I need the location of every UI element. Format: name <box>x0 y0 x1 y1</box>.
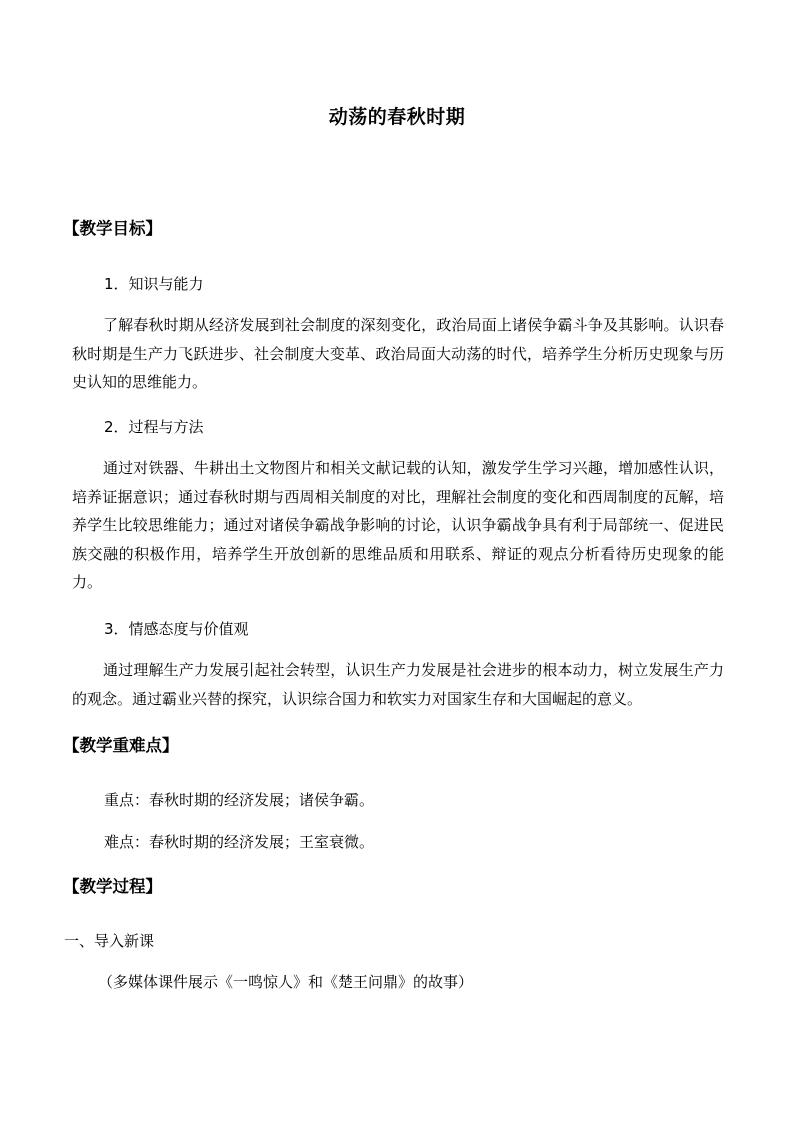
key-point-difficulty: 难点：春秋时期的经济发展；王室衰微。 <box>104 833 375 851</box>
objective-text-knowledge: 了解春秋时期从经济发展到社会制度的深刻变化，政治局面上诸侯争霸斗争及其影响。认识春秋时期是生产力飞跃进步、社会制度大变革、政治局面大动荡的时代，培养学生分析历史现象与历史认知的思维能力。 <box>72 316 724 391</box>
process-step-intro: 一、导入新课 <box>64 932 155 950</box>
key-point-focus: 重点：春秋时期的经济发展；诸侯争霸。 <box>104 791 375 809</box>
objective-text-values: 通过理解生产力发展引起社会转型，认识生产力发展是社会进步的根本动力，树立发展生产力的观念。通过霸业兴替的探究，认识综合国力和软实力对国家生存和大国崛起的意义。 <box>72 661 724 708</box>
process-step-intro-note: （多媒体课件展示《一鸣惊人》和《楚王问鼎》的故事） <box>98 973 474 991</box>
section-heading-process: 【教学过程】 <box>63 877 162 896</box>
objective-label-knowledge: 1．知识与能力 <box>104 275 204 293</box>
section-heading-objectives: 【教学目标】 <box>63 219 162 238</box>
objective-text-process: 通过对铁器、牛耕出土文物图片和相关文献记载的认知，激发学生学习兴趣，增加感性认识，培养证据意识；通过春秋时期与西周相关制度的对比，理解社会制度的变化和西周制度的瓦解，培养学生比较思维能力；通过对诸侯争霸战争影响的讨论，认识争霸战争具有利于局部统一、促进民族交融的积极作用，培养学生开放创新的思维品质和用联系、辩证的观点分析看待历史现象的能力。 <box>72 459 724 591</box>
section-heading-key-points: 【教学重难点】 <box>63 736 179 755</box>
objective-label-process: 2．过程与方法 <box>104 418 204 436</box>
document-title: 动荡的春秋时期 <box>328 106 466 128</box>
objective-label-values: 3．情感态度与价值观 <box>104 620 249 638</box>
